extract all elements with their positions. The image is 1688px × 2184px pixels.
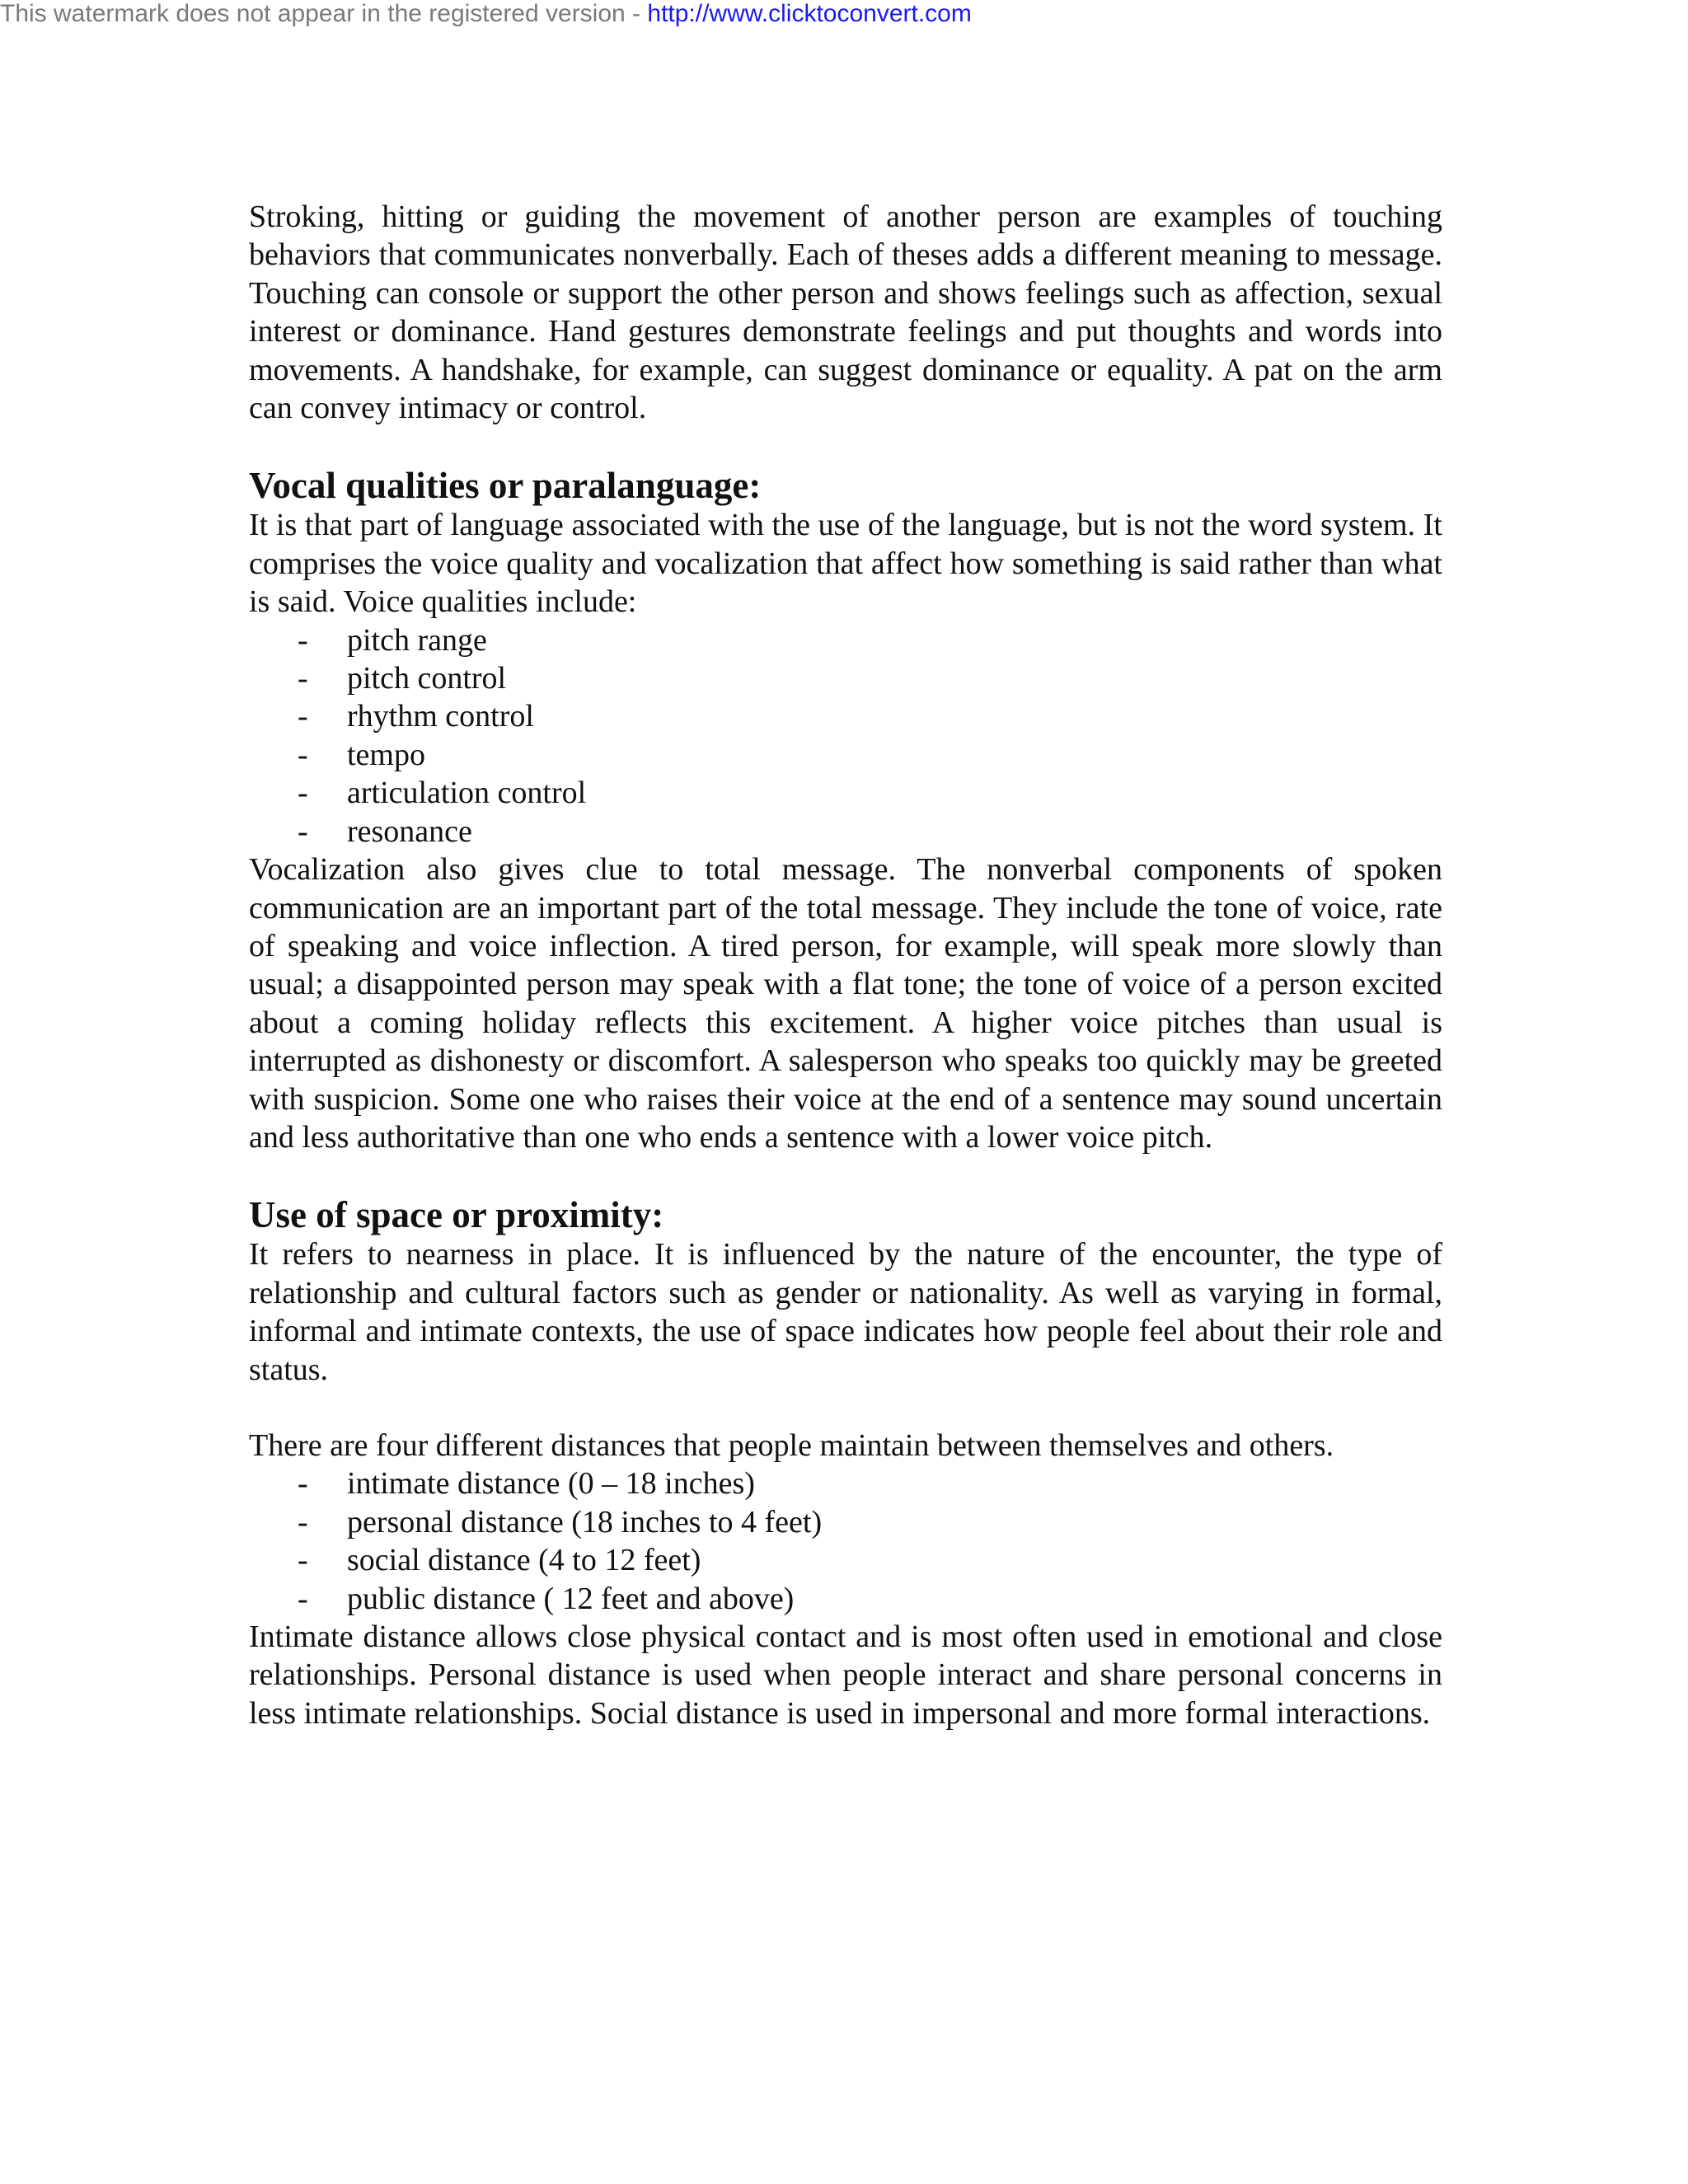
vocal-qualities-heading: Vocal qualities or paralanguage: (249, 465, 762, 507)
list-dash: - (298, 699, 308, 734)
list-dash: - (298, 661, 308, 696)
distances-intro: There are four different distances that people maintain between themselves and others. (249, 1427, 1334, 1463)
list-item-text: tempo (347, 737, 425, 772)
watermark-text: This watermark does not appear in the registered version - (0, 0, 648, 27)
vocalization-paragraph: Vocalization also gives clue to total message. The nonverbal components of spoken communication are an important part of the total message. They include the tone of voice, rate of speaking and voice inflection. A tired person, for example, will speak more slowly than usual; a disappointed person may speak with a flat tone; the tone of voice of a person excited about a coming holiday reflects this excitement. A higher voice pitches than usual is interrupted as dishonesty or discomfort. A salesperson who speaks too quickly may be greeted with suspicion. Some one who raises their voice at the end of a sentence may sound uncertain and less authoritative than one who ends a sentence with a lower voice pitch. (249, 852, 1442, 1155)
use-of-space-heading: Use of space or proximity: (249, 1194, 664, 1236)
list-item (249, 736, 1442, 774)
document-page (249, 198, 1442, 1732)
list-item-text: public distance ( 12 feet and above) (347, 1581, 795, 1616)
list-item (249, 1465, 1442, 1502)
list-item-text: pitch control (347, 661, 507, 696)
watermark (0, 0, 972, 28)
list-dash: - (298, 813, 308, 849)
list-dash: - (298, 1466, 308, 1502)
list-item-text: pitch range (347, 622, 487, 658)
list-item (249, 813, 1442, 851)
list-item (249, 1580, 1442, 1618)
list-dash: - (298, 1581, 308, 1616)
list-dash: - (298, 737, 308, 772)
list-item (249, 621, 1442, 659)
list-item-text: personal distance (18 inches to 4 feet) (347, 1504, 823, 1540)
list-item (249, 1541, 1442, 1579)
voice-qualities-list (249, 621, 1442, 851)
list-item-text: intimate distance (0 – 18 inches) (347, 1466, 755, 1502)
list-item-text: rhythm control (347, 699, 534, 734)
list-dash: - (298, 622, 308, 658)
list-item-text: social distance (4 to 12 feet) (347, 1543, 701, 1578)
use-of-space-paragraph: It refers to nearness in place. It is influenced by the nature of the encounter, the type of relationship and cultural factors such as gender or nationality. As well as varying in formal, informal and intimate contexts, the use of space indicates how people feel about their role and status. (249, 1237, 1442, 1387)
list-item-text: resonance (347, 813, 472, 849)
list-dash: - (298, 1543, 308, 1578)
intro-paragraph: Stroking, hitting or guiding the movement of another person are examples of touching behaviors that communicates nonverbally. Each of theses adds a different meaning to message. Touching can console or support the other person and shows feelings such as affection, sexual interest or dominance. Hand gestures demonstrate feelings and put thoughts and words into movements. A handshake, for example, can suggest dominance or equality. A pat on the arm can convey intimacy or control. (249, 199, 1442, 426)
list-item (249, 774, 1442, 812)
closing-paragraph: Intimate distance allows close physical contact and is most often used in emotional and close relationships. Personal distance is used when people interact and share personal concerns in less intimate relationships. Social distance is used in impersonal and more formal interactions. (249, 1619, 1442, 1731)
vocal-qualities-paragraph: It is that part of language associated with the use of the language, but is not the word system. It comprises the voice quality and vocalization that affect how something is said rather than what is said. Voice qualities include: (249, 508, 1442, 620)
list-item (249, 1503, 1442, 1541)
list-item (249, 659, 1442, 697)
distances-list (249, 1465, 1442, 1618)
list-dash: - (298, 1504, 308, 1540)
list-dash: - (298, 776, 308, 811)
list-item-text: articulation control (347, 776, 587, 811)
list-item (249, 697, 1442, 735)
watermark-link[interactable]: http://www.clicktoconvert.com (647, 0, 972, 27)
